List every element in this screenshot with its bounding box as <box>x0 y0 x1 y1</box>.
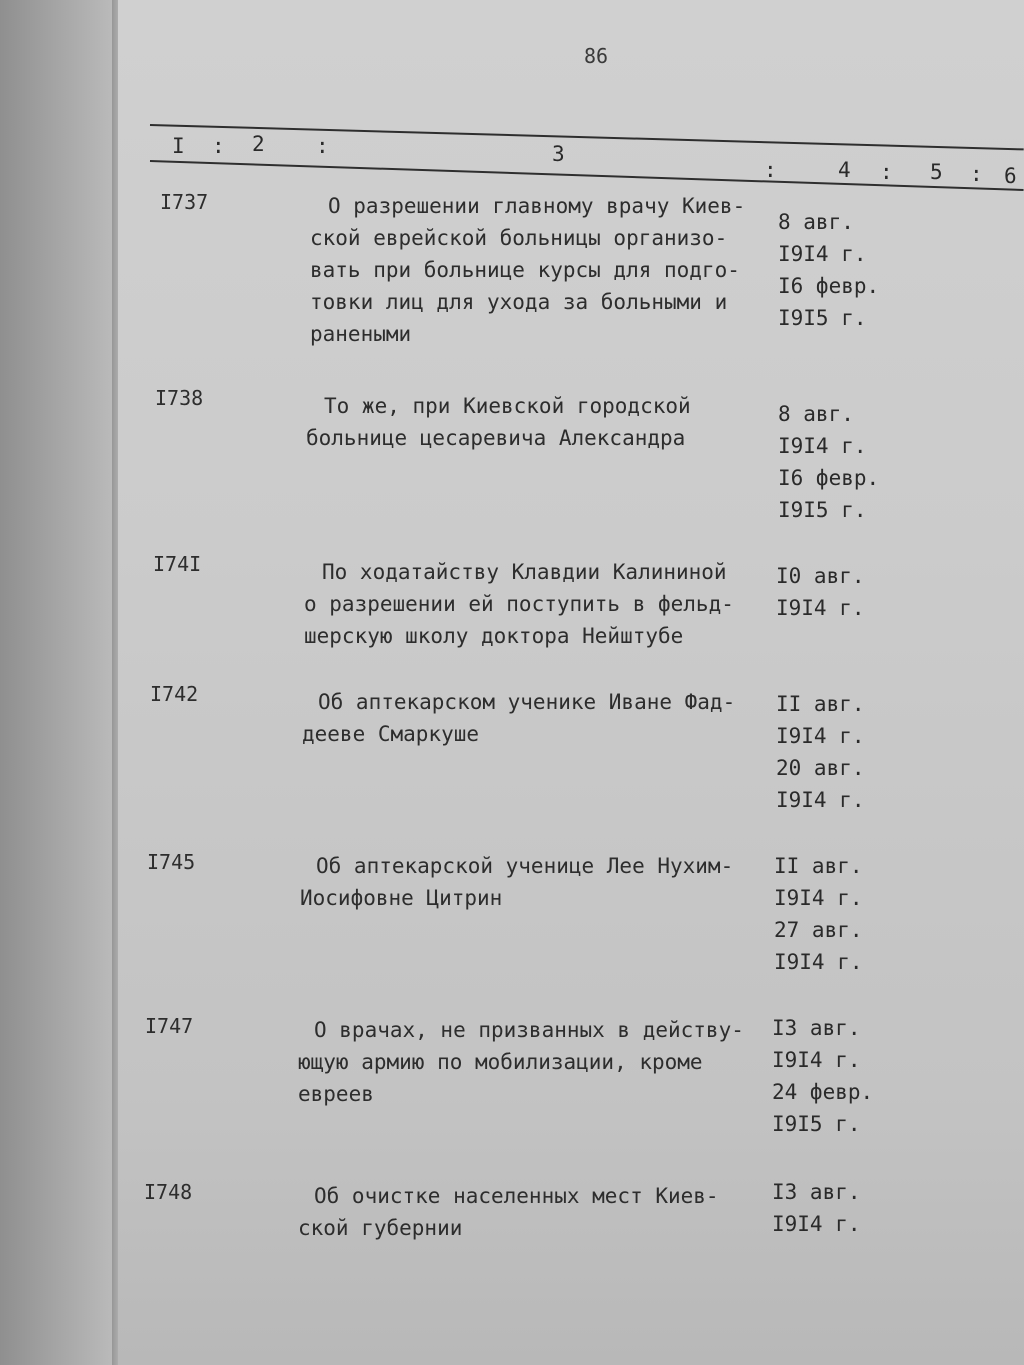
date-line: I9I5 г. <box>772 1112 861 1136</box>
column-header-5: 5 <box>930 160 943 184</box>
date-line: 8 авг. <box>778 210 854 234</box>
column-header-3: 3 <box>552 142 565 166</box>
description-line: ранеными <box>310 322 412 346</box>
date-line: 27 авг. <box>774 918 863 942</box>
case-dates <box>772 1176 861 1240</box>
case-description <box>304 556 734 652</box>
case-dates <box>772 1012 873 1140</box>
case-description <box>306 390 691 454</box>
case-number: I748 <box>144 1180 193 1204</box>
date-line: I9I4 г. <box>772 1048 861 1072</box>
description-line: евреев <box>298 1082 374 1106</box>
case-dates <box>774 850 863 978</box>
column-header-2: 2 <box>252 132 265 156</box>
description-line: шерскую школу доктора Нейштубе <box>304 624 684 648</box>
description-line: То же, при Киевской городской <box>324 394 691 418</box>
date-line: II авг. <box>774 854 863 878</box>
description-line: О разрешении главному врачу Киев- <box>328 194 746 218</box>
column-separator: : <box>316 134 329 158</box>
date-line: I9I4 г. <box>776 596 865 620</box>
description-line: ской губернии <box>298 1216 463 1240</box>
description-line: Об очистке населенных мест Киев- <box>314 1184 719 1208</box>
date-line: I9I4 г. <box>776 788 865 812</box>
date-line: I0 авг. <box>776 564 865 588</box>
description-line: вать при больнице курсы для подго- <box>310 258 740 282</box>
date-line: I9I4 г. <box>774 950 863 974</box>
date-line: I9I4 г. <box>778 242 867 266</box>
date-line: I9I5 г. <box>778 306 867 330</box>
description-line: больнице цесаревича Александра <box>306 426 686 450</box>
case-number: I737 <box>160 190 209 214</box>
date-line: I9I4 г. <box>778 434 867 458</box>
case-dates <box>776 688 865 816</box>
date-line: I9I5 г. <box>778 498 867 522</box>
case-description <box>310 190 745 350</box>
column-separator: : <box>970 162 983 186</box>
case-number: I738 <box>155 386 204 410</box>
column-separator: : <box>880 160 893 184</box>
case-description <box>298 1014 744 1110</box>
date-line: I3 авг. <box>772 1016 861 1040</box>
column-header-4: 4 <box>838 158 851 182</box>
date-line: I3 авг. <box>772 1180 861 1204</box>
case-number: I745 <box>147 850 196 874</box>
case-number: I74I <box>153 552 202 576</box>
case-number: I742 <box>150 682 199 706</box>
case-dates <box>778 206 879 334</box>
description-line: О врачах, не призванных в действу- <box>314 1018 744 1042</box>
description-line: Иосифовне Цитрин <box>300 886 503 910</box>
description-line: ющую армию по мобилизации, кроме <box>298 1050 703 1074</box>
column-separator: : <box>212 134 225 158</box>
column-header-6: 6 <box>1004 164 1017 188</box>
date-line: II авг. <box>776 692 865 716</box>
case-description <box>298 1180 719 1244</box>
description-line: ской еврейской больницы организо- <box>310 226 728 250</box>
case-dates <box>778 398 879 526</box>
description-line: о разрешении ей поступить в фельд- <box>304 592 734 616</box>
description-line: Об аптекарском ученике Иване Фад- <box>318 690 736 714</box>
date-line: I9I4 г. <box>774 886 863 910</box>
case-description <box>302 686 735 750</box>
case-description <box>300 850 733 914</box>
description-line: дееве Смаркуше <box>302 722 480 746</box>
page-number: 86 <box>584 44 609 68</box>
date-line: 8 авг. <box>778 402 854 426</box>
description-line: Об аптекарской ученице Лее Нухим- <box>316 854 734 878</box>
case-number: I747 <box>145 1014 194 1038</box>
column-separator: : <box>764 158 777 182</box>
date-line: I9I4 г. <box>776 724 865 748</box>
description-line: По ходатайству Клавдии Калининой <box>322 560 727 584</box>
date-line: 20 авг. <box>776 756 865 780</box>
description-line: товки лиц для ухода за больными и <box>310 290 728 314</box>
column-header-1: I <box>172 134 185 158</box>
date-line: I9I4 г. <box>772 1212 861 1236</box>
date-line: I6 февр. <box>778 274 880 298</box>
date-line: 24 февр. <box>772 1080 874 1104</box>
date-line: I6 февр. <box>778 466 880 490</box>
case-dates <box>776 560 865 624</box>
